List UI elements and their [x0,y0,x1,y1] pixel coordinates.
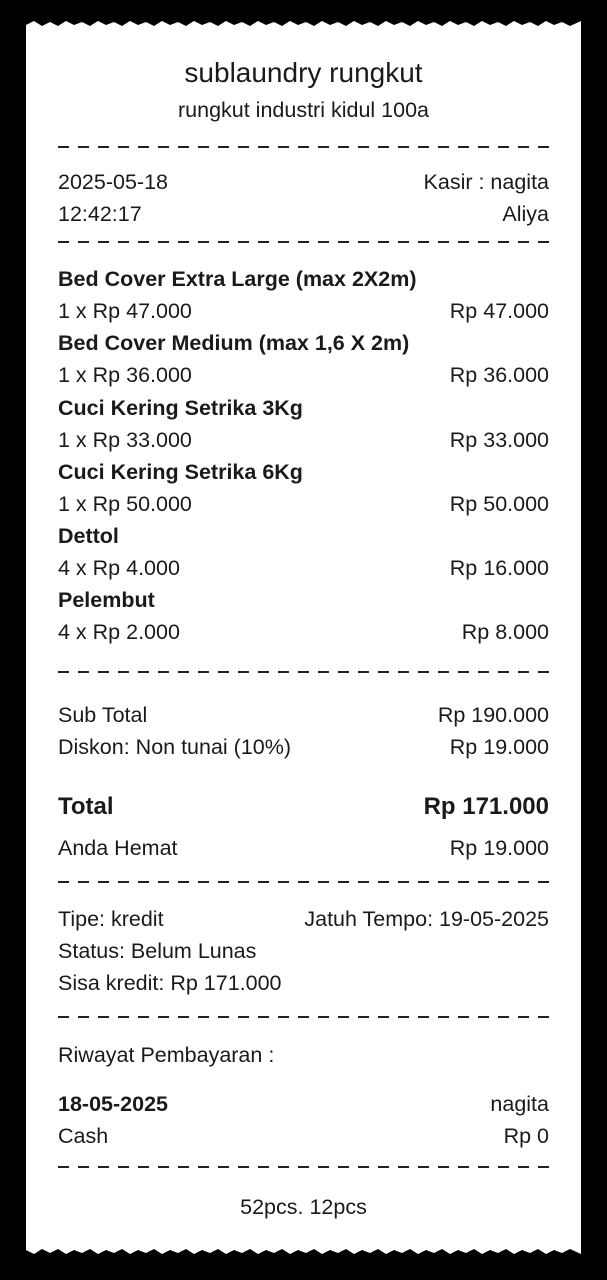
total-value: Rp 171.000 [423,793,549,820]
item-total: Rp 8.000 [461,620,549,644]
item-qty-price: 1 x Rp 33.000 [58,428,192,452]
payment-history-title: Riwayat Pembayaran : [58,1043,275,1067]
cashier-name: Kasir : nagita [423,170,549,194]
footer-note: 52pcs. 12pcs [240,1195,367,1219]
item-name: Dettol [58,524,119,548]
item-price-row [58,362,549,388]
subtotal-value: Rp 190.000 [437,703,549,727]
item-name: Bed Cover Medium (max 1,6 X 2m) [58,331,410,355]
item-qty-price: 4 x Rp 4.000 [58,556,180,580]
item-name: Pelembut [58,588,155,612]
item-total: Rp 50.000 [449,492,549,516]
store-address: rungkut industri kidul 100a [178,98,429,122]
item-total: Rp 16.000 [449,556,549,580]
credit-remaining-row [58,970,549,996]
divider [58,671,549,673]
customer-name: Aliya [502,202,549,226]
transaction-date: 2025-05-18 [58,170,168,194]
meta-row-1 [58,169,549,195]
item-name: Bed Cover Extra Large (max 2X2m) [58,267,417,291]
item-total: Rp 36.000 [449,363,549,387]
discount-value: Rp 19.000 [449,735,549,759]
payment-method: Cash [58,1124,109,1148]
item-qty-price: 4 x Rp 2.000 [58,620,180,644]
divider [58,1166,549,1168]
subtotal-row [58,702,549,728]
item-price-row [58,427,549,453]
payment-by: nagita [490,1092,549,1116]
payment-detail-row [58,1123,549,1149]
credit-status: Status: Belum Lunas [58,939,257,963]
payment-amount: Rp 0 [503,1124,549,1148]
saved-row [58,835,549,861]
subtotal-label: Sub Total [58,703,148,727]
receipt-bottom-edge [26,1240,581,1254]
item-total: Rp 47.000 [449,299,549,323]
item-price-row [58,619,549,645]
receipt-top-edge [26,21,581,35]
meta-row-2 [58,201,549,227]
discount-label: Diskon: Non tunai (10%) [58,735,292,759]
item-name: Cuci Kering Setrika 6Kg [58,460,303,484]
item-price-row [58,298,549,324]
credit-remaining: Sisa kredit: Rp 171.000 [58,971,282,995]
credit-type: Tipe: kredit [58,907,164,931]
divider [58,881,549,883]
transaction-time: 12:42:17 [58,202,142,226]
saved-label: Anda Hemat [58,836,178,860]
payment-date: 18-05-2025 [58,1092,168,1116]
divider [58,1016,549,1018]
item-qty-price: 1 x Rp 47.000 [58,299,192,323]
total-label: Total [58,793,114,820]
item-qty-price: 1 x Rp 50.000 [58,492,192,516]
discount-row [58,734,549,760]
item-total: Rp 33.000 [449,428,549,452]
payment-history-title-row [58,1042,549,1068]
saved-value: Rp 19.000 [449,836,549,860]
item-price-row [58,491,549,517]
item-qty-price: 1 x Rp 36.000 [58,363,192,387]
total-row [58,792,549,822]
credit-row [58,906,549,932]
credit-status-row [58,938,549,964]
payment-entry-row [58,1091,549,1117]
item-price-row [58,555,549,581]
item-name: Cuci Kering Setrika 3Kg [58,396,303,420]
store-name: sublaundry rungkut [184,57,423,88]
divider [58,241,549,243]
divider [58,146,549,148]
credit-due-date: Jatuh Tempo: 19-05-2025 [304,907,549,931]
